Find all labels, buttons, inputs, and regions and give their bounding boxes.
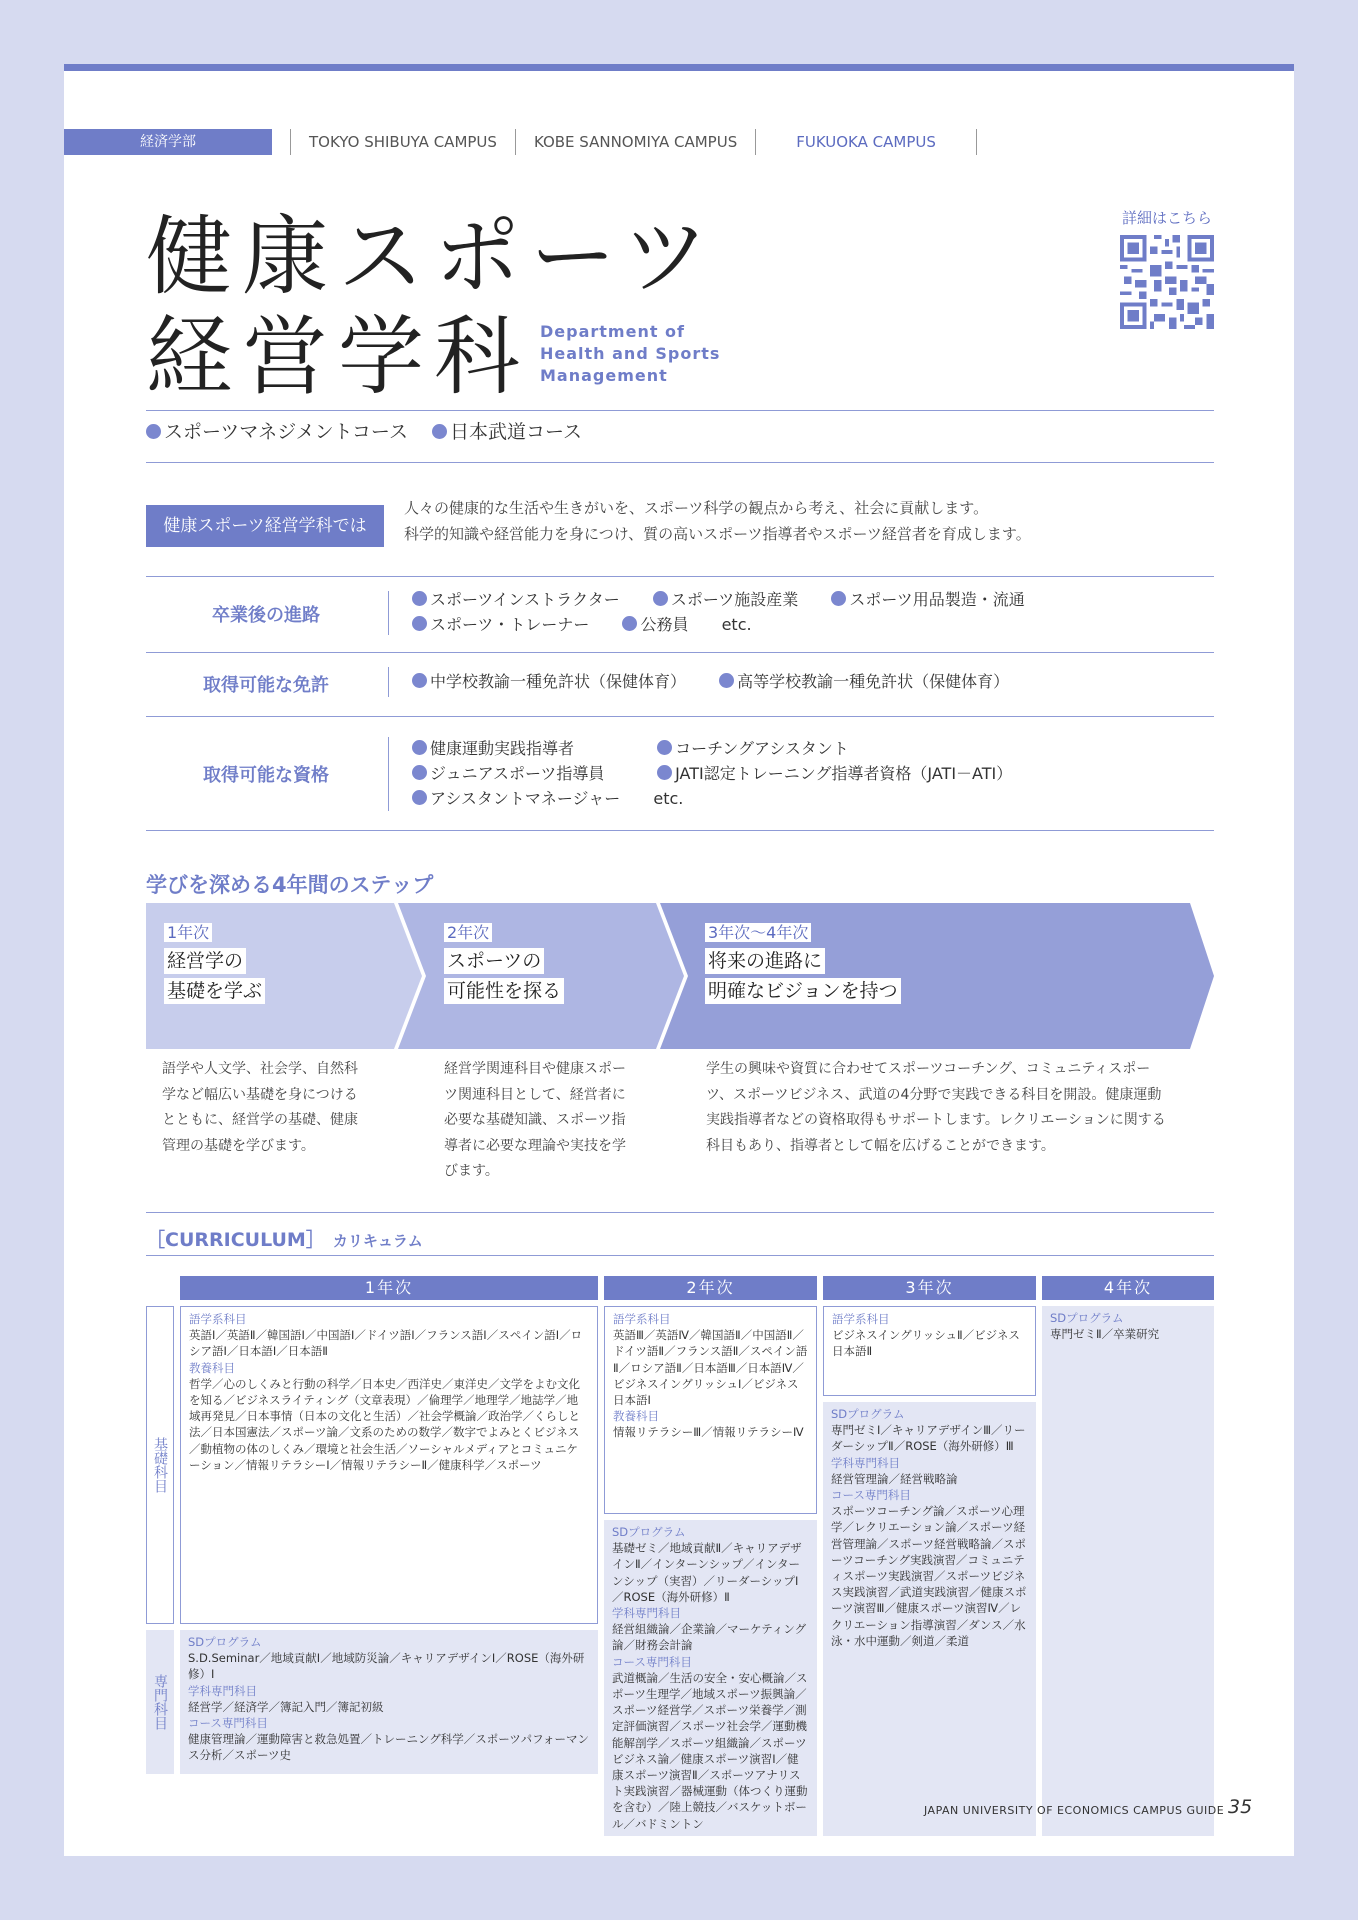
intro-text: 人々の健康的な生活や生きがいを、スポーツ科学の観点から考え、社会に貢献します。 科学的知識や経営能力を身につけ、質の高いスポーツ指導者やスポーツ経営者を育成します。	[404, 499, 1031, 543]
intro-label: 健康スポーツ経営学科では	[146, 505, 384, 547]
row-divider	[388, 667, 389, 697]
y3-basic-cell: 語学系科目 ビジネスイングリッシュⅡ／ビジネス日本語Ⅱ	[823, 1306, 1036, 1396]
department-tag: 経済学部	[64, 129, 272, 155]
bullet-icon	[831, 591, 846, 606]
bullet-icon	[412, 765, 427, 780]
y1-basic-cell: 語学系科目 英語Ⅰ／英語Ⅱ／韓国語Ⅰ／中国語Ⅰ／ドイツ語Ⅰ／フランス語Ⅰ／スペイン語Ⅰ／ロシア語Ⅰ／日本語Ⅰ／日本語Ⅱ 教養科目 哲学／心のしくみと行動の科学／日本史／西洋史／東洋史／文学をよむ文化を知る／ビジネスライティング（文章表現）／倫理学／地理学／地誌学／地域再発見／日本事情（日本の文化と生活）／社会学概論／政治学／くらしと法／日本国憲法／スポーツ論／文系のための数学／数字でよみとくビジネス／動植物の体のしくみ／環境と社会生活／ソーシャルメディアとコミュニケーション／情報リテラシーⅠ／情報リテラシーⅡ／健康科学／スポーツ	[180, 1306, 598, 1624]
bullet-icon	[657, 740, 672, 755]
footer-guide: JAPAN UNIVERSITY OF ECONOMICS CAMPUS GUIDE	[924, 1804, 1225, 1817]
bullet-icon	[412, 591, 427, 606]
licenses-label: 取得可能な免許	[203, 675, 329, 696]
course-list	[146, 417, 582, 444]
divider	[146, 830, 1214, 831]
bullet-icon	[719, 673, 734, 688]
campus-tokyo[interactable]: TOKYO SHIBUYA CAMPUS	[290, 129, 515, 155]
row-divider	[388, 591, 389, 635]
year-header: 2年次	[604, 1276, 817, 1300]
bullet-icon	[657, 765, 672, 780]
step-3-desc: 学生の興味や資質に合わせてスポーツコーチング、コミュニティスポー ツ、スポーツビジネス、武道の4分野で実践できる科目を開設。健康運動 実践指導者などの資格取得もサポートします。レクリエーションに関する 科目もあり、指導者として幅を広げることができます。	[706, 1061, 1166, 1154]
divider	[146, 576, 1214, 577]
bullet-icon	[622, 616, 637, 631]
step-2	[444, 923, 564, 1004]
divider	[146, 462, 1214, 463]
bullet-icon	[412, 790, 427, 805]
step-year: 1年次	[164, 923, 212, 942]
step-1-desc: 語学や人文学、社会学、自然科 学など幅広い基礎を身につける とともに、経営学の基礎、健康 管理の基礎を学びます。	[162, 1061, 358, 1154]
curriculum-title: ［CURRICULUM］ カリキュラム	[146, 1229, 423, 1251]
y3-major-cell: SDプログラム 専門ゼミⅠ／キャリアデザインⅢ／リーダーシップⅡ／ROSE（海外研修）Ⅲ 学科専門科目 経営管理論／経営戦略論 コース専門科目 スポーツコーチング論／スポーツ心理学／レクリエーション論／スポーツ経営管理論／スポーツ経営戦略論／スポーツコーチング実践演習／コミュニティスポーツ実践演習／スポーツビジネス実践演習／武道実践演習／健康スポーツ演習Ⅲ／健康スポーツ演習Ⅳ／レクリエーション指導演習／ダンス／水泳・水中運動／剣道／柔道	[823, 1402, 1036, 1836]
course-item: スポーツマネジメントコース	[146, 417, 408, 444]
step-heading: 経営学の	[164, 948, 246, 974]
bullet-icon	[146, 424, 161, 439]
year-header: 4年次	[1042, 1276, 1214, 1300]
divider	[146, 1255, 1214, 1256]
campus-tabs	[64, 129, 977, 155]
careers-label: 卒業後の進路	[212, 605, 320, 626]
steps-arrows	[146, 903, 1216, 1049]
qualifications-label: 取得可能な資格	[203, 765, 329, 786]
tab-divider	[976, 129, 977, 155]
step-year: 2年次	[444, 923, 492, 942]
step-heading: 可能性を探る	[444, 978, 564, 1004]
step-heading: 明確なビジョンを持つ	[705, 978, 901, 1004]
step-heading: 基礎を学ぶ	[164, 978, 265, 1004]
page-title-en: Department of Health and Sports Management	[540, 322, 721, 385]
row-divider	[388, 737, 389, 811]
step-3	[705, 923, 901, 1004]
bullet-icon	[412, 673, 427, 688]
y1-major-cell: SDプログラム S.D.Seminar／地域貢献Ⅰ／地域防災論／キャリアデザインⅠ／ROSE（海外研修）Ⅰ 学科専門科目 経営学／経済学／簿記入門／簿記初級 コース専門科目 健康管理論／運動障害と救急処置／トレーニング科学／スポーツパフォーマンス分析／スポーツ史	[180, 1630, 598, 1774]
campus-fukuoka[interactable]: FUKUOKA CAMPUS	[755, 129, 976, 155]
divider	[146, 1212, 1214, 1213]
bullet-icon	[412, 740, 427, 755]
divider	[146, 652, 1214, 653]
qr-label: 詳細はこちら	[1122, 209, 1213, 227]
step-1	[164, 923, 265, 1004]
side-basic: 基礎科目	[146, 1306, 174, 1624]
page-number: 35	[1228, 1796, 1253, 1818]
qualifications-list: 健康運動実践指導者 コーチングアシスタント ジュニアスポーツ指導員 JATI認定トレーニング指導者資格（JATI－ATI） アシスタントマネージャー etc.	[412, 736, 1040, 811]
side-major: 専門科目	[146, 1630, 174, 1774]
steps-title: 学びを深める4年間のステップ	[146, 873, 434, 897]
campus-kobe[interactable]: KOBE SANNOMIYA CAMPUS	[515, 129, 755, 155]
y2-basic-cell: 語学系科目 英語Ⅲ／英語Ⅳ／韓国語Ⅱ／中国語Ⅱ／ドイツ語Ⅱ／フランス語Ⅱ／スペイン語Ⅱ／ロシア語Ⅱ／日本語Ⅲ／日本語Ⅳ／ビジネスイングリッシュⅠ／ビジネス日本語Ⅰ 教養科目 情報リテラシーⅢ／情報リテラシーⅣ	[604, 1306, 817, 1514]
page-title: 健康スポーツ 経営学科	[146, 207, 719, 407]
curriculum-subtitle: カリキュラム	[332, 1232, 423, 1250]
year-header: 3年次	[823, 1276, 1036, 1300]
page	[64, 64, 1294, 1856]
step-heading: 将来の進路に	[705, 948, 825, 974]
bullet-icon	[432, 424, 447, 439]
careers-list: スポーツインストラクター スポーツ施設産業 スポーツ用品製造・流通 スポーツ・トレーナー 公務員 etc.	[412, 587, 1053, 637]
y2-major-cell: SDプログラム 基礎ゼミ／地域貢献Ⅱ／キャリアデザインⅡ／インターンシップ／インターンシップ（実習）／リーダーシップⅠ／ROSE（海外研修）Ⅱ 学科専門科目 経営組織論／企業論／マーケティング論／財務会計論 コース専門科目 武道概論／生活の安全・安心概論／スポーツ生理学／地域スポーツ振興論／スポーツ経営学／スポーツ栄養学／測定評価演習／スポーツ社会学／運動機能解剖学／スポーツ組織論／スポーツビジネス論／健康スポーツ演習Ⅰ／健康スポーツ演習Ⅱ／スポーツアナリスト実践演習／器械運動（体つくり運動を含む）／陸上競技／バスケットボール／バドミントン	[604, 1520, 817, 1836]
bullet-icon	[412, 616, 427, 631]
qr-code-icon[interactable]	[1120, 235, 1214, 329]
licenses-list: 中学校教諭一種免許状（保健体育） 高等学校教諭一種免許状（保健体育）	[412, 669, 1037, 694]
bullet-icon	[653, 591, 668, 606]
year-header: 1年次	[180, 1276, 598, 1300]
y4-cell: SDプログラム 専門ゼミⅡ／卒業研究	[1042, 1306, 1214, 1836]
course-item: 日本武道コース	[432, 417, 582, 444]
divider	[146, 410, 1214, 411]
step-heading: スポーツの	[444, 948, 544, 974]
step-2-desc: 経営学関連科目や健康スポー ツ関連科目として、経営者に 必要な基礎知識、スポーツ指 導者に必要な理論や実技を学 びます。	[444, 1061, 626, 1179]
step-year: 3年次～4年次	[705, 923, 811, 942]
divider	[146, 716, 1214, 717]
